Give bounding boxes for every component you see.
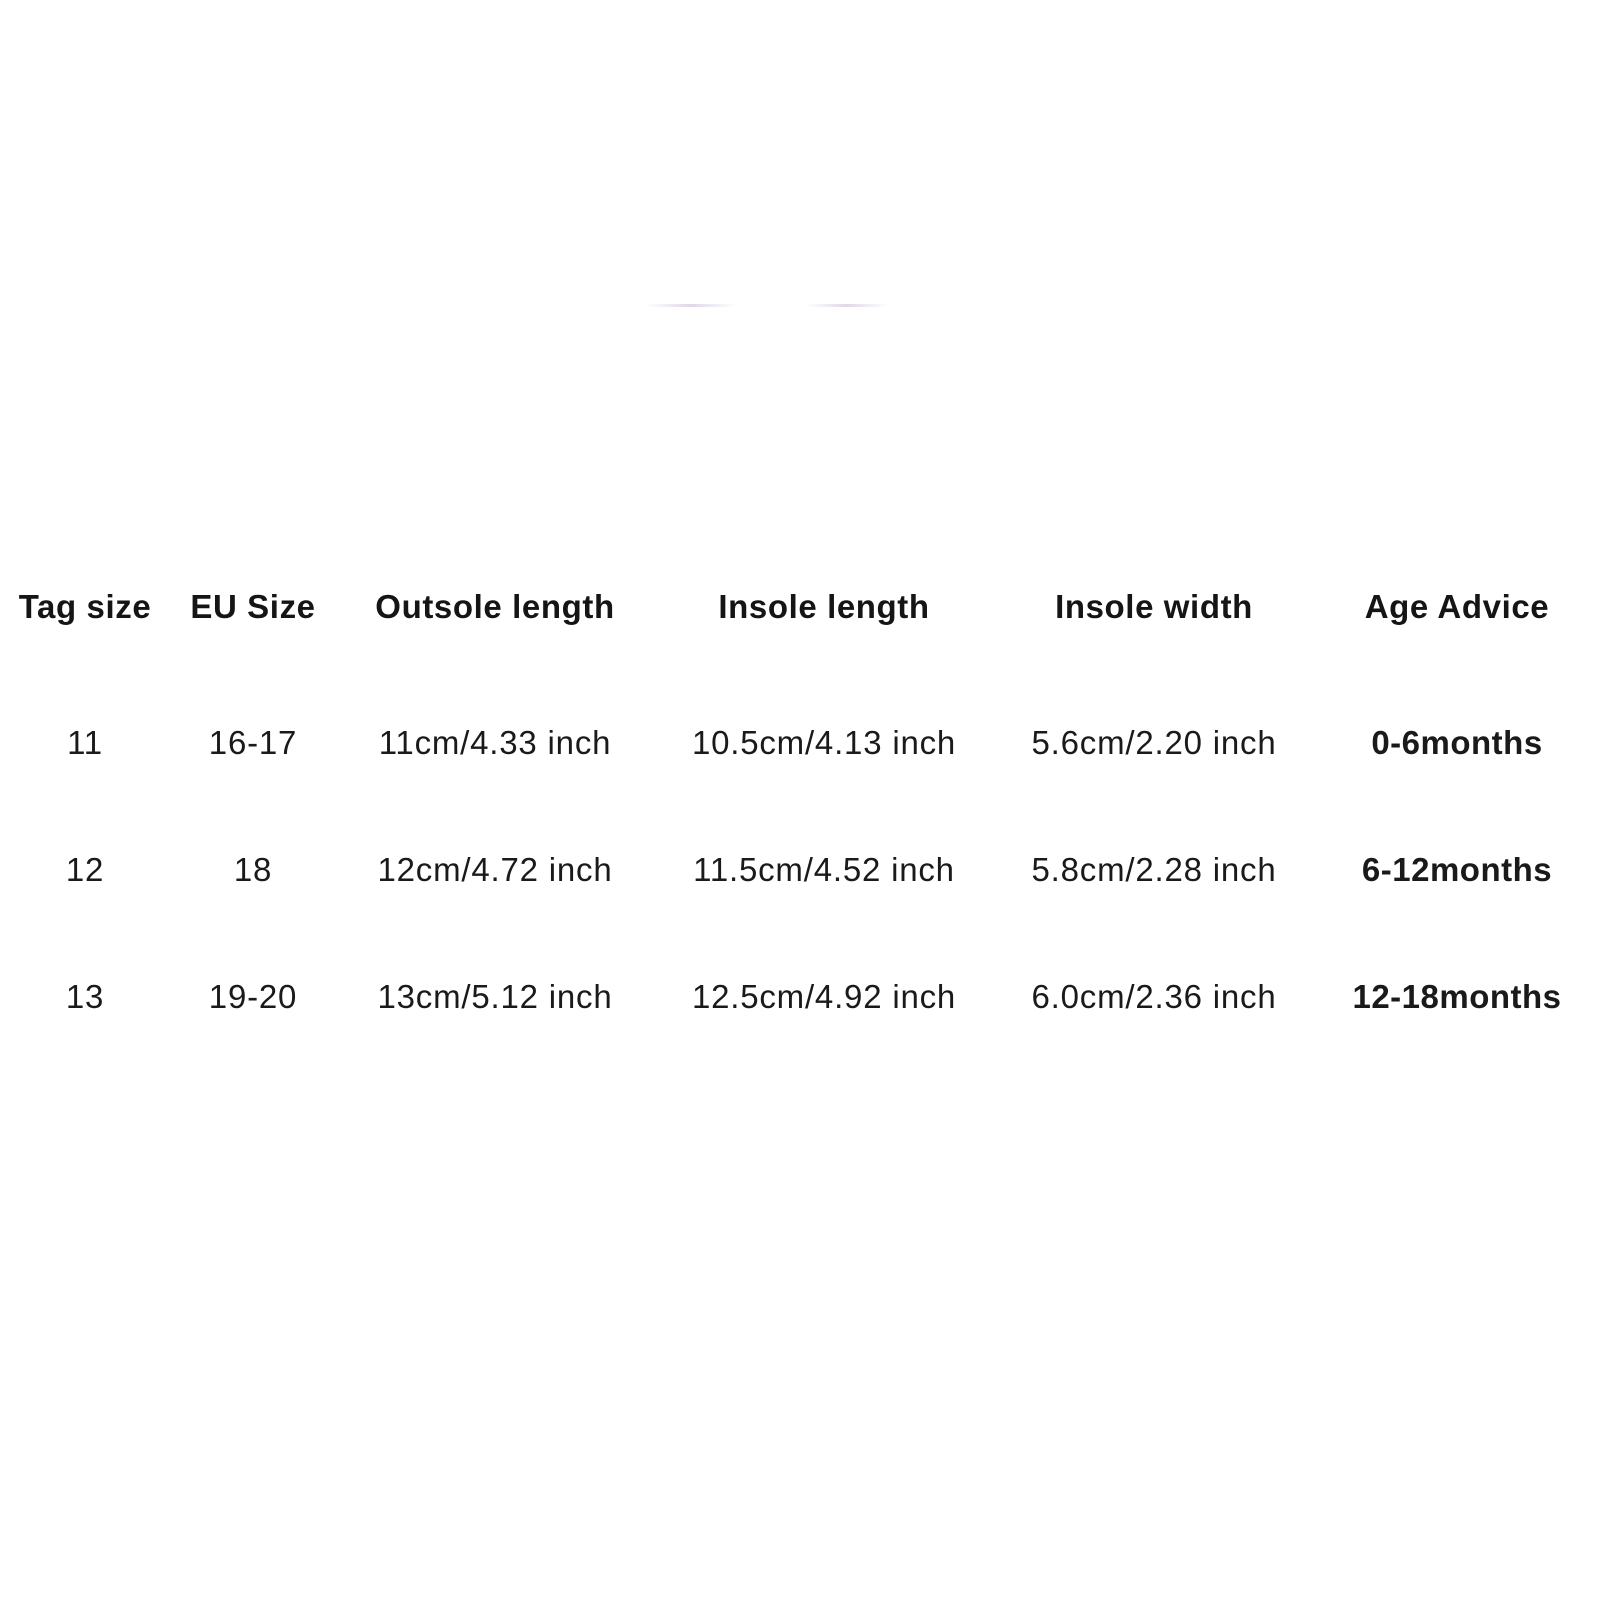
faint-decorative-line-right <box>806 304 888 307</box>
header-eu-size: EU Size <box>190 588 316 625</box>
size-chart-header-row <box>0 568 1600 646</box>
faint-decorative-line-left <box>646 304 736 307</box>
size-chart-table <box>0 568 1600 1060</box>
cell-insole-length: 12.5cm/4.92 inch <box>691 977 957 1015</box>
header-insole-width: Insole width <box>1055 588 1253 625</box>
cell-outsole-length: 13cm/5.12 inch <box>377 977 613 1015</box>
cell-insole-length: 10.5cm/4.13 inch <box>691 723 957 761</box>
cell-eu-size: 18 <box>233 850 273 888</box>
cell-outsole-length: 11cm/4.33 inch <box>378 723 612 761</box>
cell-tag-size: 12 <box>65 850 105 888</box>
cell-insole-length: 11.5cm/4.52 inch <box>693 850 955 888</box>
header-tag-size: Tag size <box>18 588 152 625</box>
cell-tag-size: 11 <box>67 723 103 761</box>
cell-tag-size: 13 <box>65 977 105 1015</box>
cell-eu-size: 19-20 <box>208 977 298 1015</box>
header-outsole-length: Outsole length <box>375 588 615 625</box>
cell-age-advice: 6-12months <box>1361 850 1553 888</box>
cell-eu-size: 16-17 <box>208 723 298 761</box>
cell-age-advice: 12-18months <box>1352 977 1562 1015</box>
header-spacer <box>0 646 1600 679</box>
cell-insole-width: 5.6cm/2.20 inch <box>1031 723 1277 761</box>
cell-age-advice: 0-6months <box>1371 723 1543 761</box>
table-row <box>0 679 1600 806</box>
table-row <box>0 933 1600 1060</box>
table-row <box>0 806 1600 933</box>
cell-insole-width: 5.8cm/2.28 inch <box>1031 850 1277 888</box>
cell-outsole-length: 12cm/4.72 inch <box>377 850 613 888</box>
header-insole-length: Insole length <box>718 588 930 625</box>
header-age-advice: Age Advice <box>1364 588 1550 625</box>
cell-insole-width: 6.0cm/2.36 inch <box>1031 977 1277 1015</box>
